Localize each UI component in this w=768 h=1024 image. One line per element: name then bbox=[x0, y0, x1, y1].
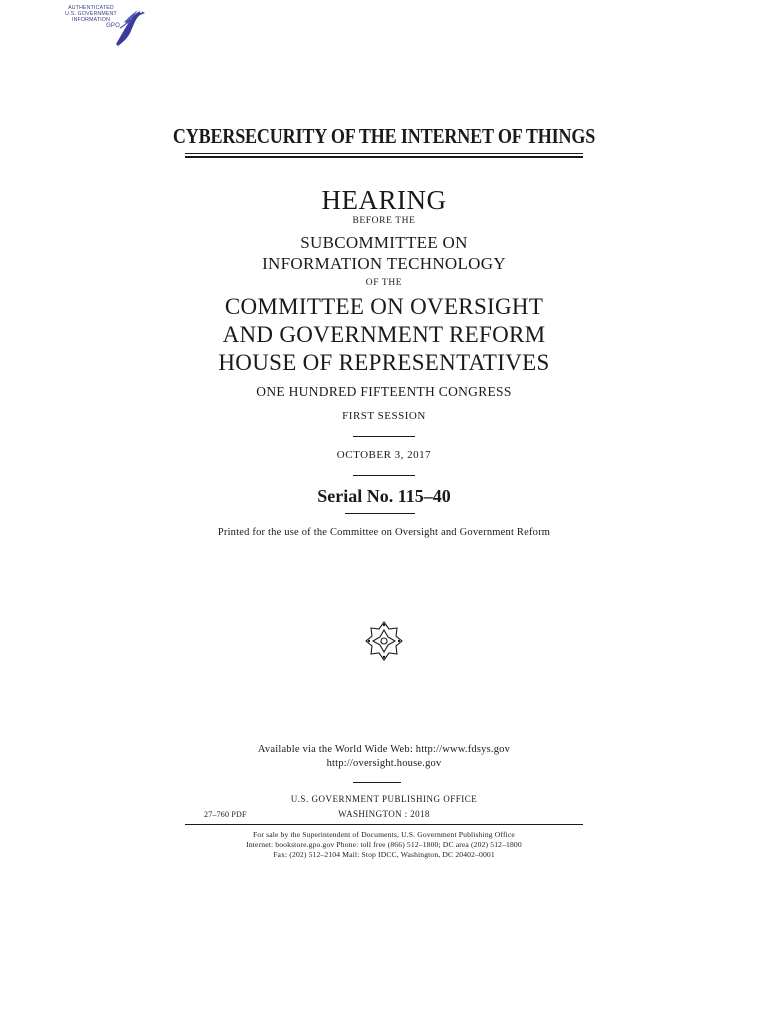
document-title: CYBERSECURITY OF THE INTERNET OF THINGS bbox=[172, 124, 596, 148]
pdf-number: 27–760 PDF bbox=[204, 810, 247, 819]
sale-notice-line-2: Internet: bookstore.gpo.gov Phone: toll free (866) 512–1800; DC area (202) 512–1800 bbox=[246, 840, 522, 849]
committee-line-1: COMMITTEE ON OVERSIGHT bbox=[224, 294, 544, 319]
seal-line-3: INFORMATION bbox=[71, 17, 111, 23]
availability-line-1: Available via the World Wide Web: http://www.fdsys.gov bbox=[257, 744, 511, 755]
availability-line-2: http://oversight.house.gov bbox=[326, 758, 442, 769]
session-text: FIRST SESSION bbox=[342, 410, 426, 422]
gpo-authentication-seal bbox=[58, 4, 148, 48]
gpo-ornament-icon bbox=[364, 620, 404, 662]
serial-rule bbox=[345, 513, 415, 514]
place-and-year: WASHINGTON : 2018 bbox=[338, 809, 430, 819]
hearing-label: HEARING bbox=[321, 185, 447, 215]
title-double-rule bbox=[185, 153, 583, 158]
date-rule bbox=[353, 475, 415, 476]
eagle-icon bbox=[112, 4, 146, 48]
publishing-office: U.S. GOVERNMENT PUBLISHING OFFICE bbox=[290, 794, 478, 804]
seal-gpo-mark: GPO bbox=[106, 23, 120, 29]
sale-notice-line-3: Fax: (202) 512–2104 Mail: Stop IDCC, Washington, DC 20402–0001 bbox=[273, 850, 495, 859]
session-rule bbox=[353, 436, 415, 437]
imprint-rule bbox=[185, 824, 583, 825]
availability-rule bbox=[353, 782, 401, 783]
congress-text: ONE HUNDRED FIFTEENTH CONGRESS bbox=[256, 384, 512, 399]
printed-for-text: Printed for the use of the Committee on Oversight and Government Reform bbox=[217, 527, 551, 538]
seal-line-2: U.S. GOVERNMENT bbox=[65, 11, 117, 17]
subcommittee-line-1: SUBCOMMITTEE ON bbox=[300, 233, 468, 252]
of-the-text: OF THE bbox=[365, 278, 403, 288]
committee-line-3: HOUSE OF REPRESENTATIVES bbox=[218, 350, 550, 375]
before-the-text: BEFORE THE bbox=[352, 216, 416, 226]
hearing-date: OCTOBER 3, 2017 bbox=[336, 449, 432, 461]
seal-line-1: AUTHENTICATED bbox=[68, 5, 114, 11]
committee-line-2: AND GOVERNMENT REFORM bbox=[222, 322, 546, 347]
serial-number: Serial No. 115–40 bbox=[317, 486, 451, 506]
sale-notice-line-1: For sale by the Superintendent of Documents, U.S. Government Publishing Office bbox=[253, 830, 515, 839]
subcommittee-line-2: INFORMATION TECHNOLOGY bbox=[262, 254, 506, 273]
